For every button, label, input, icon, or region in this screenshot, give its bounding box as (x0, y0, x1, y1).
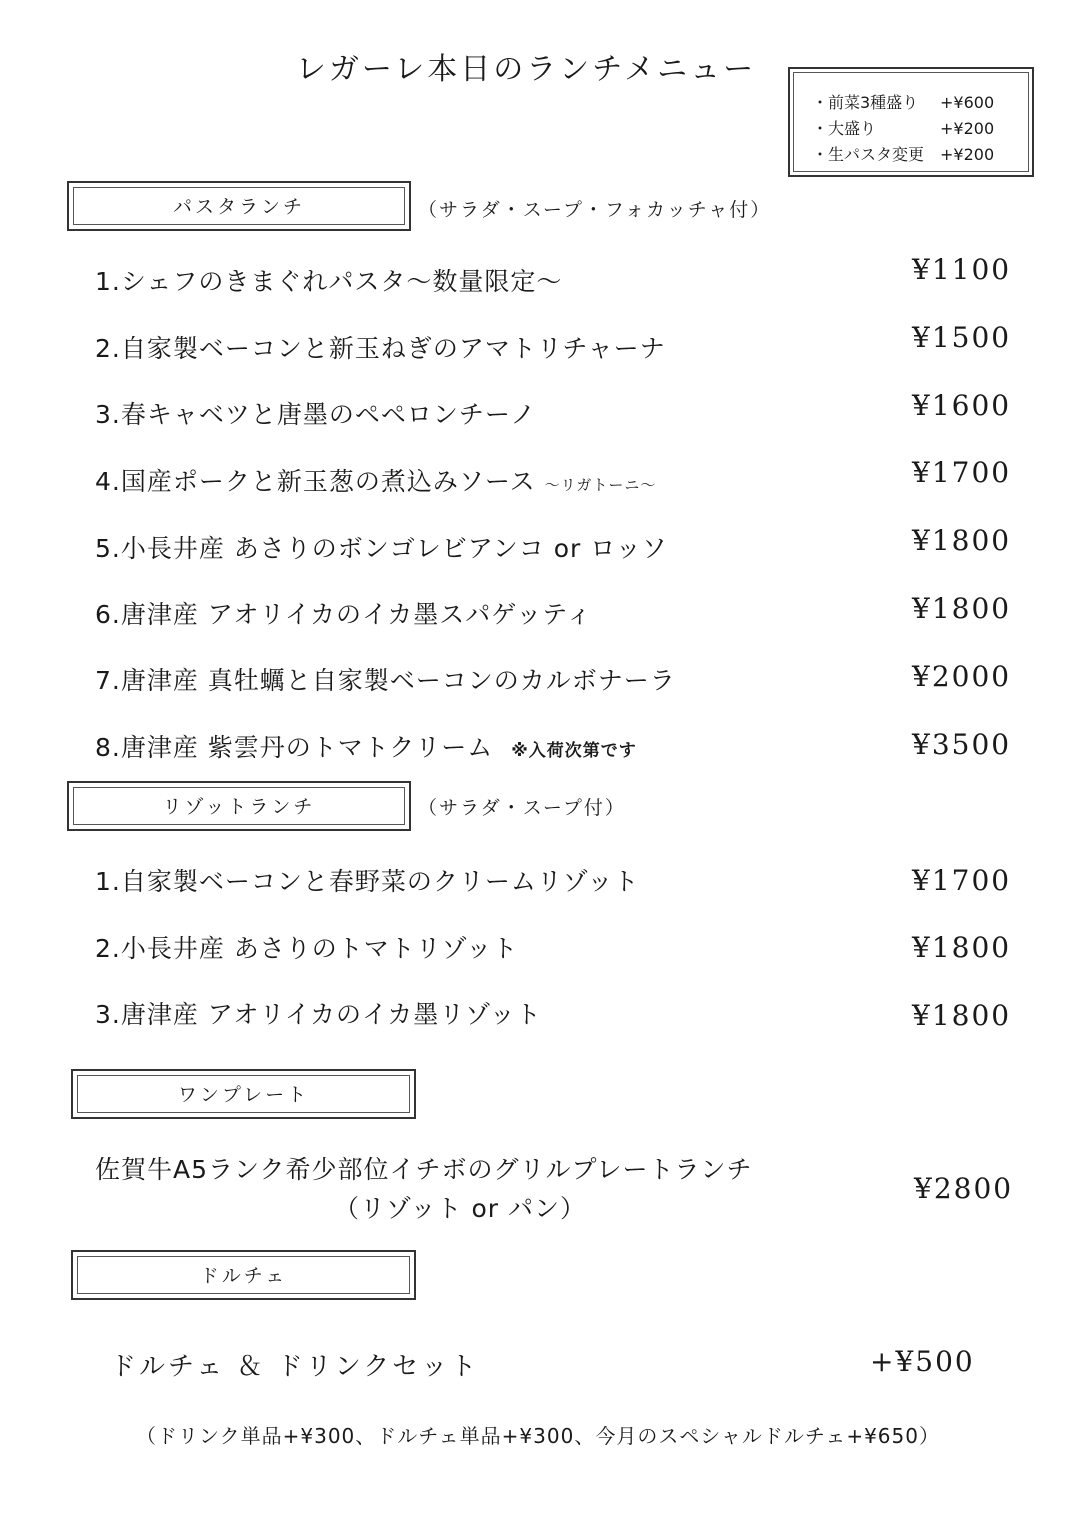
menu-item-name: 3.唐津産 アオリイカのイカ墨リゾット (95, 1000, 542, 1029)
oneplate-section-header (71, 1069, 416, 1119)
menu-item-price: ¥1100 (912, 253, 1012, 286)
option-row: ・生パスタ変更 +¥200 (812, 145, 995, 164)
menu-item-price: ¥1500 (912, 321, 1012, 354)
menu-item-subnote: ※入荷次第です (511, 741, 637, 761)
option-row: ・大盛り +¥200 (812, 119, 995, 138)
section-label: リゾットランチ (162, 796, 316, 818)
dolce-footnote: （ドリンク単品+¥300、ドルチェ単品+¥300、今月のスペシャルドルチェ+¥650） (136, 1424, 940, 1448)
pasta-section-note: （サラダ・スープ・フォカッチャ付） (418, 199, 772, 221)
dolce-set-name: ドルチェ ＆ ドリンクセット (110, 1352, 480, 1382)
menu-item-name: 1.自家製ベーコンと春野菜のクリームリゾット (95, 867, 640, 896)
pasta-section-header (67, 181, 411, 231)
menu-item-price: ¥1600 (912, 389, 1012, 422)
section-label: ドルチェ (199, 1265, 288, 1287)
risotto-section-note: （サラダ・スープ付） (418, 797, 626, 819)
menu-item-name: 7.唐津産 真牡蠣と自家製ベーコンのカルボナーラ (95, 666, 676, 695)
dolce-set-price: +¥500 (870, 1345, 975, 1378)
menu-item-price: ¥1800 (912, 592, 1012, 625)
menu-item-price: ¥1700 (912, 456, 1012, 489)
menu-item-name: 2.自家製ベーコンと新玉ねぎのアマトリチャーナ (95, 334, 666, 363)
menu-item-price: ¥3500 (912, 728, 1012, 761)
options-box (788, 67, 1034, 177)
section-label: ワンプレート (177, 1084, 310, 1106)
menu-item-price: ¥1800 (912, 999, 1012, 1032)
menu-item-price: ¥2000 (912, 660, 1012, 693)
menu-item-name: 4.国産ポークと新玉葱の煮込みソース 〜リガトーニ〜 (95, 467, 657, 496)
option-row: ・前菜3種盛り +¥600 (812, 93, 995, 112)
menu-item-name: 3.春キャベツと唐墨のペペロンチーノ (95, 400, 537, 429)
dolce-section-header (71, 1250, 416, 1300)
menu-title: レガーレ本日のランチメニュー (295, 52, 757, 87)
menu-item-subnote: 〜リガトーニ〜 (544, 476, 657, 494)
menu-item-name: 5.小長井産 あさりのボンゴレビアンコ or ロッソ (95, 534, 668, 563)
section-label: パスタランチ (172, 196, 305, 218)
menu-item-price: ¥1700 (912, 864, 1012, 897)
oneplate-item-name: 佐賀牛A5ランク希少部位イチボのグリルプレートランチ (95, 1155, 753, 1184)
oneplate-item-subnote: （リゾット or パン） (334, 1194, 586, 1223)
oneplate-item-price: ¥2800 (914, 1172, 1014, 1205)
risotto-section-header (67, 781, 411, 831)
menu-item-name: 1.シェフのきまぐれパスタ〜数量限定〜 (95, 267, 563, 296)
menu-item-name: 8.唐津産 紫雲丹のトマトクリーム ※入荷次第です (95, 733, 637, 762)
menu-item-name: 6.唐津産 アオリイカのイカ墨スパゲッティ (95, 600, 593, 629)
menu-item-price: ¥1800 (912, 931, 1012, 964)
menu-item-price: ¥1800 (912, 524, 1012, 557)
menu-item-name: 2.小長井産 あさりのトマトリゾット (95, 934, 519, 963)
